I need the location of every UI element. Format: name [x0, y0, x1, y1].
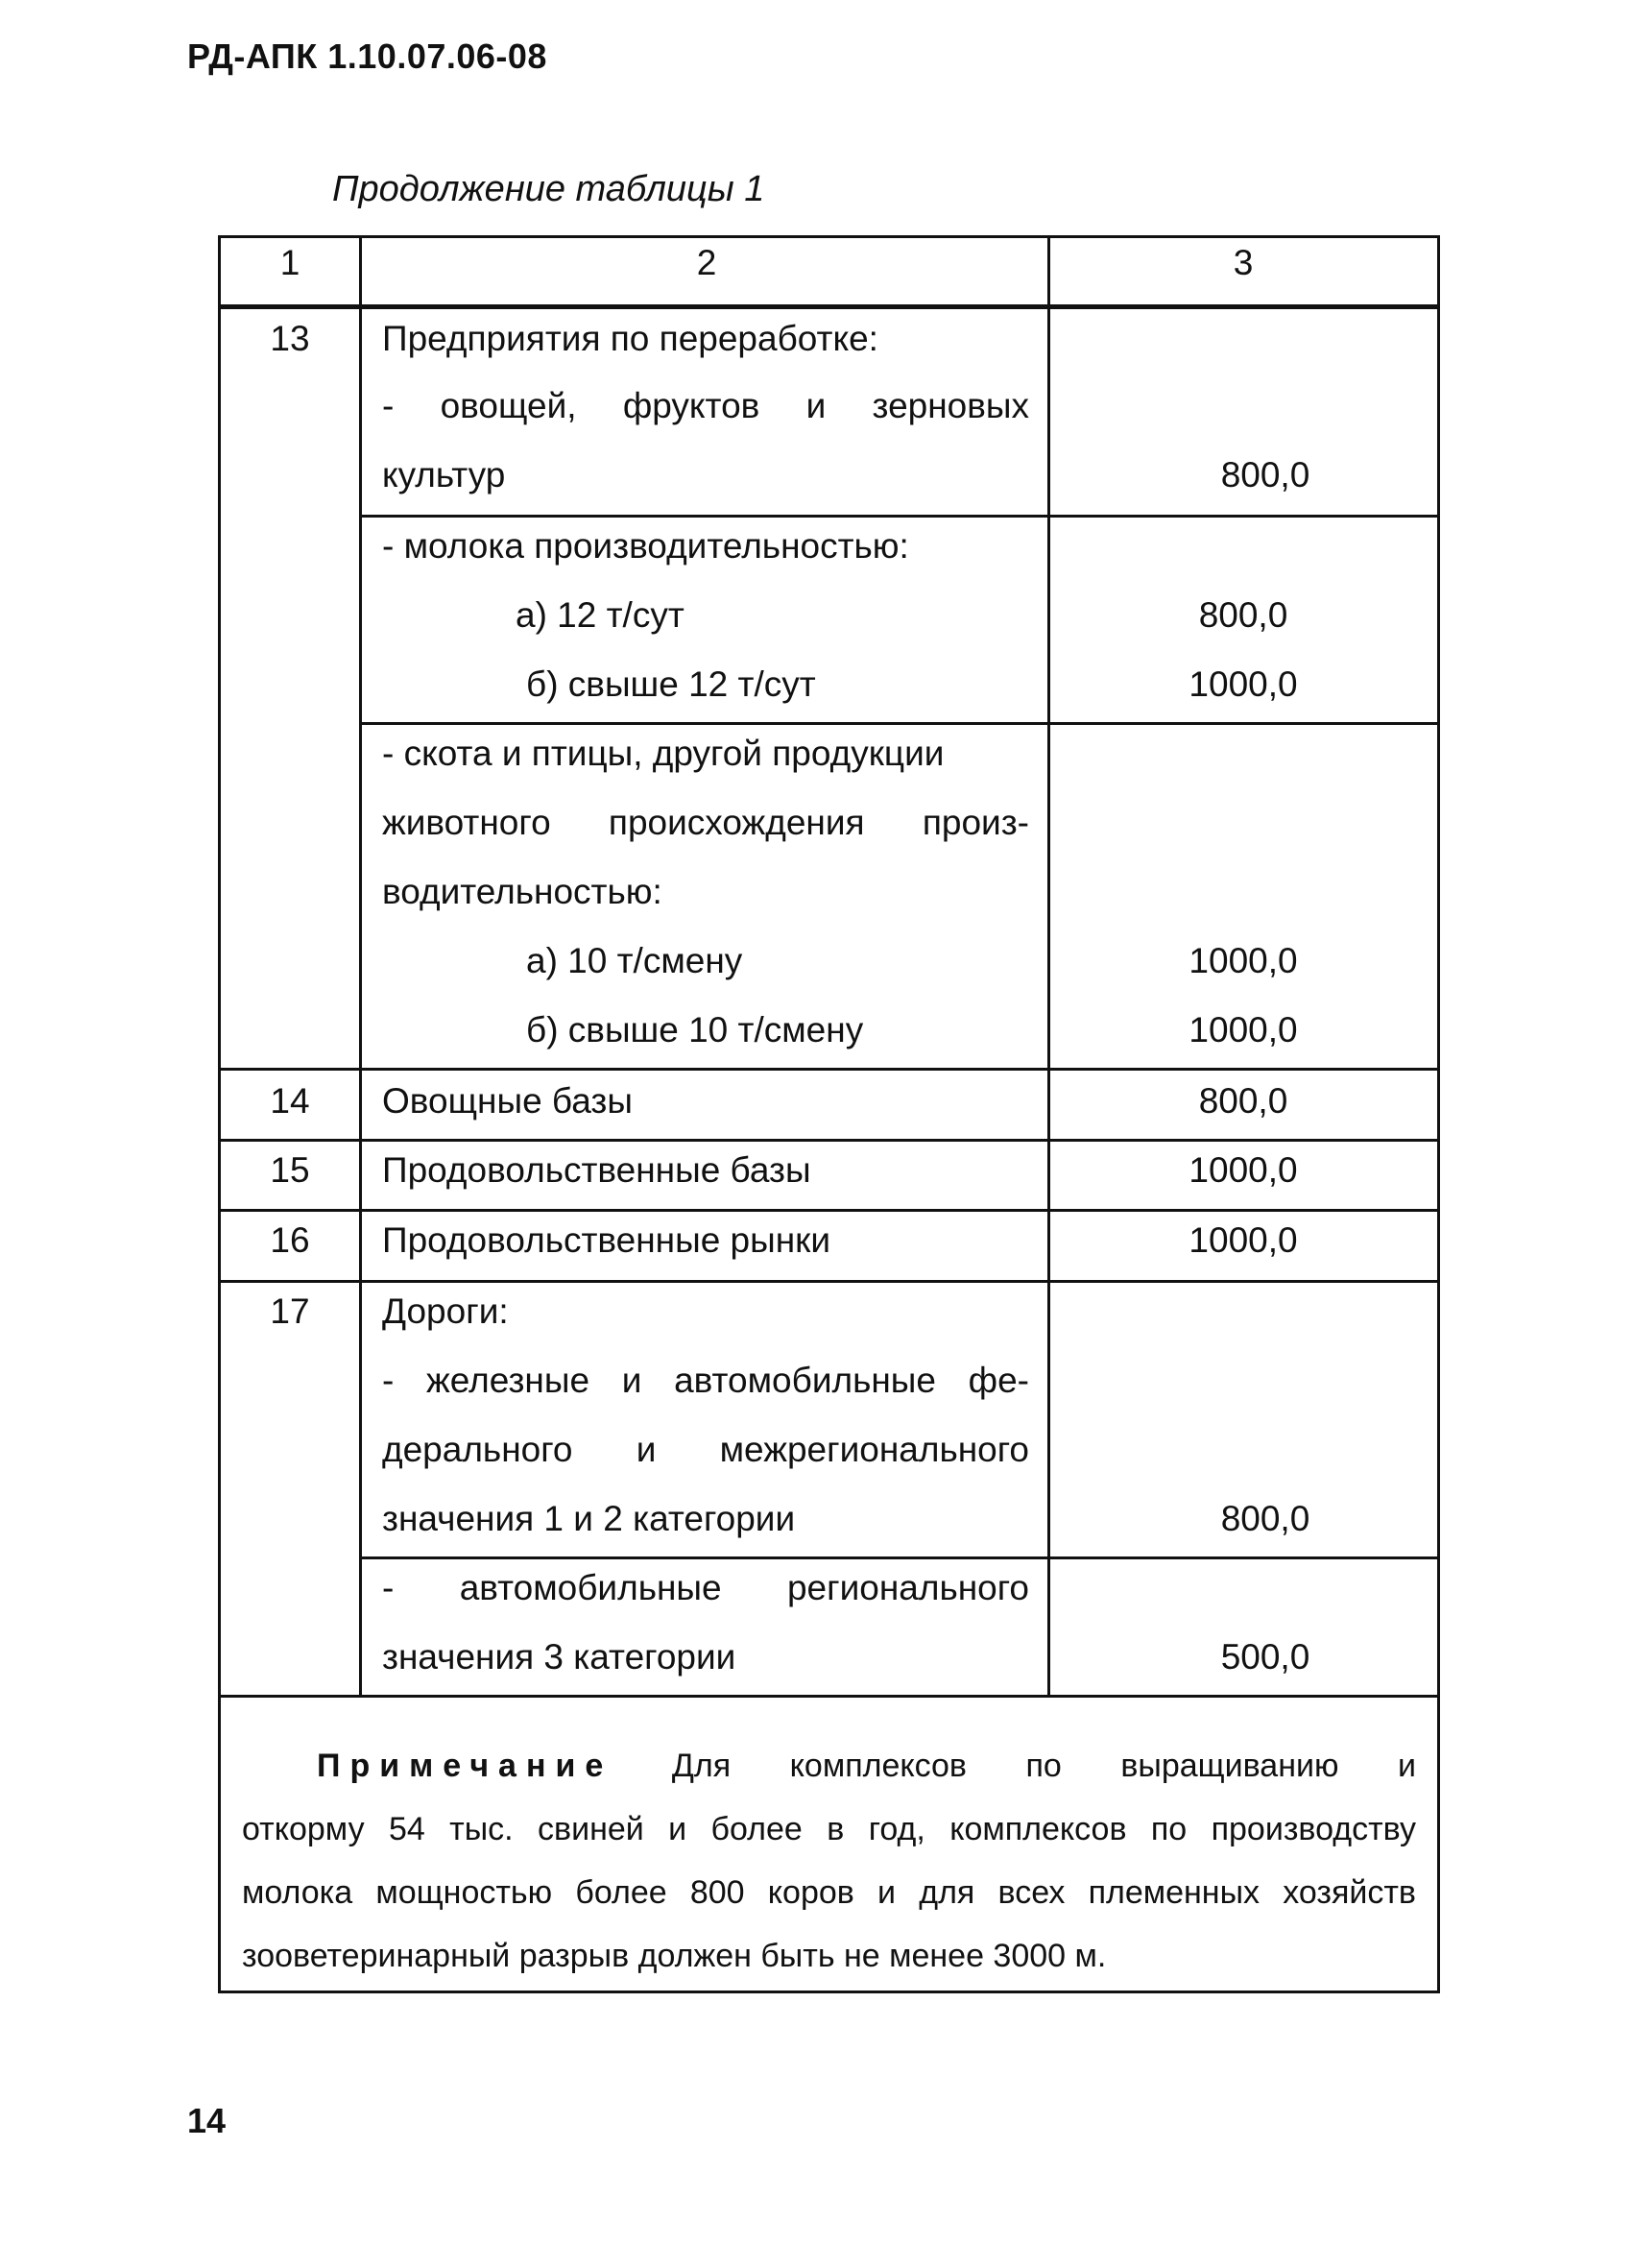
row-text: а) 12 т/сут [516, 595, 684, 635]
row-text: водительностью: [382, 872, 662, 911]
table-border-right [1437, 235, 1440, 1993]
row-text: животного происхождения произ- [382, 803, 1029, 842]
row-value: 1000,0 [1189, 941, 1298, 980]
row-number: 15 [270, 1150, 310, 1190]
row-number: 13 [270, 319, 310, 358]
row-rule [218, 1280, 1440, 1283]
row-text: значения 1 и 2 категории [382, 1499, 796, 1538]
row-text: Овощные базы [382, 1081, 633, 1121]
row-rule [359, 722, 1440, 725]
table-border-top [218, 235, 1440, 238]
row-text: Предприятия по переработке: [382, 319, 878, 358]
row-value: 1000,0 [1189, 1150, 1298, 1190]
row-text: - молока производительностью: [382, 526, 909, 566]
row-text: - скота и птицы, другой продукции [382, 734, 945, 773]
note-line: зооветеринарный разрыв должен быть не менее 3000 м. [242, 1938, 1107, 1974]
row-text: значения 3 категории [382, 1637, 736, 1677]
note-line: молока мощностью более 800 коров и для всех племенных хозяйств [242, 1874, 1416, 1911]
row-value: 800,0 [1220, 455, 1310, 495]
row-value: 1000,0 [1189, 1010, 1298, 1050]
row-number: 16 [270, 1220, 310, 1260]
row-text: Продовольственные рынки [382, 1220, 831, 1260]
row-value: 800,0 [1198, 595, 1288, 635]
row-text: б) свыше 12 т/сут [526, 664, 816, 704]
row-text: - овощей, фруктов и зерновых [382, 386, 1029, 425]
row-text: дерального и межрегионального [382, 1430, 1029, 1469]
document-code: РД-АПК 1.10.07.06-08 [187, 36, 547, 76]
row-rule [218, 1695, 1440, 1698]
table-border-left [218, 235, 221, 1993]
row-text: Продовольственные базы [382, 1150, 811, 1190]
row-rule [359, 515, 1440, 518]
note-label: Примечание [317, 1748, 613, 1784]
row-text: - автомобильные регионального [382, 1568, 1029, 1607]
row-value: 800,0 [1198, 1081, 1288, 1121]
note-line: откорму 54 тыс. свиней и более в год, комплексов по производству [242, 1811, 1416, 1847]
column-rule [359, 235, 362, 1697]
page-number: 14 [187, 2101, 227, 2140]
row-text: Дороги: [382, 1291, 509, 1331]
note-text: Для комплексов по выращиванию и [671, 1748, 1416, 1784]
row-text: - железные и автомобильные фе- [382, 1361, 1029, 1400]
row-text: б) свыше 10 т/смену [526, 1010, 864, 1050]
row-rule [218, 1209, 1440, 1212]
row-text: а) 10 т/смену [526, 941, 743, 980]
row-value: 1000,0 [1189, 1220, 1298, 1260]
note-line [317, 1749, 1416, 1782]
row-value: 500,0 [1220, 1637, 1310, 1677]
row-number: 17 [270, 1291, 310, 1331]
row-rule [218, 1068, 1440, 1071]
column-header: 1 [279, 243, 300, 282]
row-value: 1000,0 [1189, 664, 1298, 704]
row-rule [218, 1139, 1440, 1142]
row-number: 14 [270, 1081, 310, 1121]
row-rule [359, 1556, 1440, 1559]
column-rule [1047, 235, 1050, 1697]
row-value: 800,0 [1220, 1499, 1310, 1538]
row-text: культур [382, 455, 506, 495]
column-header: 2 [696, 243, 717, 282]
table-caption: Продолжение таблицы 1 [332, 169, 765, 209]
header-rule [218, 304, 1440, 309]
column-header: 3 [1233, 243, 1254, 282]
table-border-bottom [218, 1991, 1440, 1993]
